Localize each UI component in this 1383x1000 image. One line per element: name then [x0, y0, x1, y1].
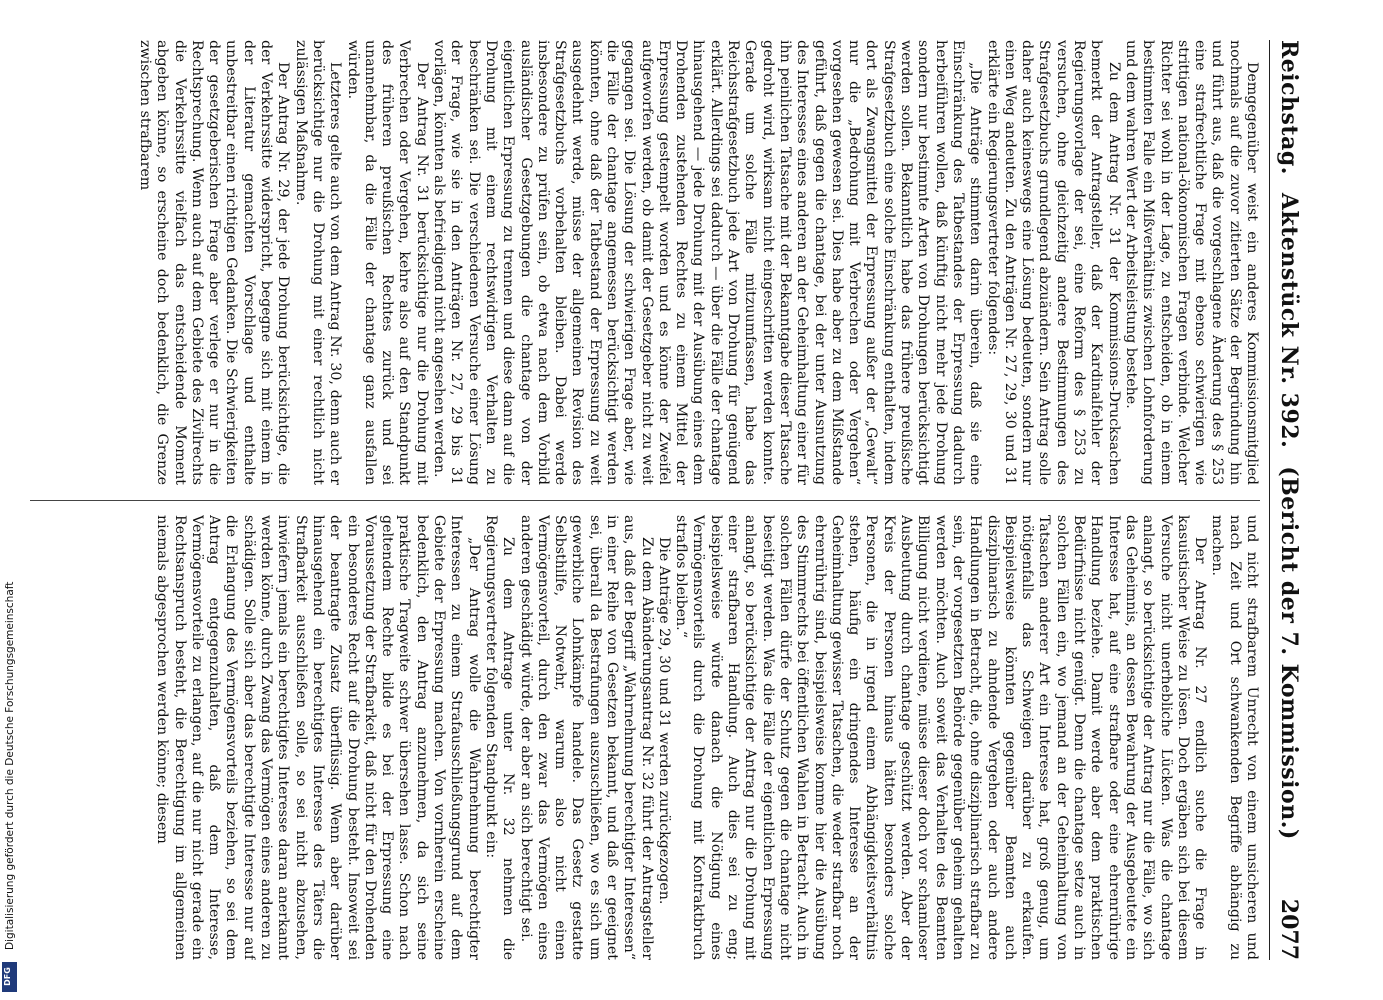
paragraph: und nicht strafbarem Unrecht von einem unsicheren und nach Zeit und Ort schwankenden Begriffe abhängig zu machen. — [1209, 515, 1260, 960]
funding-credit: Digitalisierung gefördert durch die Deutsche Forschungsgemeinschaft — [4, 581, 16, 950]
digitization-footer — [0, 0, 20, 1000]
paragraph: Demgegenüber weist ein anderes Kommissionsmitglied nochmals auf die zuvor zitierten Sätze der Begründung hin und führt aus, daß die vorgeschlagene Änderung des § 253 eine strafrechtliche Frage mit ebenso schwierigen wie strittigen national-ökonomischen Fragen verbinde. Welcher Richter sei wohl in der Lage, zu entscheiden, ob in einem bestimmten Falle ein Mißverhältnis zwischen Lohnforderung und dem wahren Wert der Arbeitsleistung bestehe. — [1122, 40, 1260, 485]
paragraph: „Der Antrag wolle die Wahrnehmung berechtigter Interessen zu einem Strafausschließungsgrund auf dem Gebiete der Erpressung machen. Von vornherein erscheine bedenklich, den Antrag anzunehmen, da sich seine praktische Tragweite schwer übersehen lasse. Schon nach geltendem Rechte bilde es bei der Erpressung eine Voraussetzung der Strafbarkeit, daß nicht für den Drohenden ein besonderes Recht auf die Drohung besteht. Insoweit sei der beantragte Zusatz überflüssig. Wenn aber darüber hinausgehend ein berechtigtes Interesse des Täters die Strafbarkeit ausschließen solle, so sei nicht abzusehen, inwiefern jemals ein berechtigtes Interesse daran anerkannt werden könne, durch Zwang das Vermögen eines anderen zu schädigen. Solle sich aber das berechtigte Interesse nur auf die Erlangung des Vermögensvorteils beziehen, so sei dem Antrag entgegenzuhalten, daß dem Interesse, Vermögensvorteile zu erlangen, auf die nur nicht gerade ein Rechtsanspruch besteht, die Berechtigung im allgemeinen niemals abgesprochen werden könne; diesem — [154, 515, 482, 960]
paragraph: Zu dem Antrag Nr. 31 der Kommissions-Drucksachen bemerkt der Antragsteller, daß der Kardinalfehler der Regierungsvorlage der sei, eine Reform des § 253 zu versuchen, ohne gleichzeitig andere Bestimmungen des Strafgesetzbuchs grundlegend abzuändern. Sein Antrag solle daher auch keineswegs eine Lösung bedeuten, sondern nur einen Weg andeuten. Zu den Anträgen Nr. 27, 29, 30 und 31 erklärte ein Regierungsvertreter folgendes: — [984, 40, 1122, 485]
paragraph: „Die Anträge stimmten darin überein, daß sie eine Einschränkung des Tatbestandes der Erpressung dadurch herbeiführen wollen, daß künftig nicht mehr jede Drohung sondern nur bestimmte Arten von Drohungen berücksichtigt werden sollen. Bekanntlich habe das frühere preußische Strafgesetzbuch eine solche Einschränkung enthalten, indem dort als Zwangsmittel der Erpressung außer der „Gewalt“ nur die „Bedrohung mit Verbrechen oder Vergehen“ vorgesehen gewesen sei. Dies habe aber zu dem Mißstande geführt, daß gegen die chantage, bei der unter Ausnutzung des Interesses eines anderen an der Geheimhaltung einer für ihn peinlichen Tatsache mit der Bekanntgabe dieser Tatsache gedroht wird, wirksam nicht eingeschritten werden konnte. Gerade um solche Fälle mitzuumfassen, habe das Reichsstrafgesetzbuch jede Art von Drohung für genügend erklärt. Allerdings sei dadurch — über die Fälle der chantage hinausgehend — jede Drohung mit der Ausübung eines dem Drohenden zustehenden Rechtes zu einem Mittel der Erpressung gestempelt worden und es könne der Zweifel aufgeworfen werden, ob damit der Gesetzgeber nicht zu weit gegangen sei. Die Lösung der schwierigen Frage aber, wie die Fälle der chantage angemessen berücksichtigt werden könnten, ohne daß der Tatbestand der Erpressung zu weit ausgedehnt werde, müsse der allgemeinen Revision des Strafgesetzbuchs vorbehalten bleiben. Dabei werde insbesondere zu prüfen sein, ob etwa nach dem Vorbild ausländischer Gesetzgebungen die chantage von der eigentlichen Erpressung zu trennen und diese dann auf die Drohung mit einem rechtswidrigen Verhalten zu beschränken sei. Die verschiedenen Versuche einer Lösung der Frage, wie sie in den Anträgen Nr. 27, 29 bis 31 vorlägen, könnten als befriedigend nicht angesehen werden. — [431, 40, 984, 485]
right-column — [30, 515, 1260, 960]
left-column — [30, 40, 1260, 485]
paragraph: Der Antrag Nr. 31 berücksichtige nur die Drohung mit Verbrechen oder Vergehen, kehre also auf den Standpunkt des früheren preußischen Rechtes zurück und sei unannehmbar, da die Fälle der chantage ganz ausfallen würden. — [344, 40, 430, 485]
paragraph: Der Antrag Nr. 27 endlich suche die Frage in kasuistischer Weise zu lösen. Doch ergäben sich bei diesem Versuche nicht unerhebliche Lücken. Was die chantage anlangt, so berücksichtige der Antrag nur die Fälle, wo sich das Geheimnis, an dessen Bewahrung der Ausgebeutete ein Interesse hat, auf eine strafbare oder eine ehrenrührige Handlung beziehe. Damit werde aber dem praktischen Bedürfnisse nicht genügt. Denn die chantage setze auch in solchen Fällen ein, wo jemand an der Geheimhaltung von Tatsachen anderer Art ein Interesse hat, groß genug, um nötigenfalls das Schweigen darüber zu erkaufen. Beispielsweise könnten gegenüber Beamten auch disziplinarisch zu ahndende Vergehen oder auch andere Handlungen in Betracht, die, ohne disziplinarisch strafbar zu sein, der vorgesetzten Behörde gegenüber geheim gehalten werden möchten. Auch soweit das Verhalten des Beamten Billigung nicht verdiene, müsse dieser doch vor schamloser Ausbeutung durch chantage geschützt werden. Aber der Kreis der Personen hinaus hätten besonders solche Personen, die in irgend einem Abhängigkeitsverhältnis stehen, häufig ein dringendes Interesse an der Geheimhaltung gewisser Tatsachen, die weder strafbar noch ehrenrührig sind, beispielsweise komme hier die Ausübung des Stimmrechts bei öffentlichen Wahlen in Betracht. Auch in solchen Fällen dürfe der Schutz gegen die chantage nicht beseitigt werden. Was die Fälle der eigentlichen Erpressung anlangt, so berücksichtige der Antrag nur die Drohung mit einer strafbaren Handlung. Auch dies sei zu eng; beispielsweise würde danach die Nötigung eines Vermögensvorteils durch die Drohung mit Kontraktbruch straflos bleiben.“ — [673, 515, 1209, 960]
header-reichstag: Reichstag. — [1276, 40, 1302, 175]
paragraph: Letzteres gelte auch von dem Antrag Nr. 30, denn auch er berücksichtige nur die Drohung mit einer rechtlich nicht zulässigen Maßnahme. — [292, 40, 344, 485]
paragraph: Der Antrag Nr. 29, der jede Drohung berücksichtige, die der Verkehrssitte widerspricht, begegne sich mit einem in der Literatur gemachten Vorschlage und enthalte unbestreitbar einen richtigen Gedanken. Die Schwierigkeiten der gesetzgeberischen Frage aber verlege er nur in die Rechtsprechung. Wenn auch auf dem Gebiete des Zivilrechts die Verkehrssitte vielfach das entscheidende Moment abgeben könne, so erscheine doch bedenklich, die Grenze zwischen strafbarem — [137, 40, 292, 485]
paragraph: Zu dem Abänderungsantrag Nr. 32 führt der Antragsteller aus, daß der Begriff „Wahrnehmung berechtigter Interessen“ in einer Reihe von Gesetzen bekannt, und daß er geeignet sei, überall da Bestrafungen auszuschließen, wo es sich um gewerbliche Lohnkämpfe handele. Das Gesetz gestatte Selbsthilfe, Notwehr, warum also nicht einen Vermögensvorteil, durch den zwar das Vermögen eines anderen geschädigt würde, der aber an sich berechtigt sei. — [517, 515, 655, 960]
page-number: 2077 — [1276, 898, 1302, 960]
paragraph: Zu dem Antrage unter Nr. 32 nehmen die Regierungsvertreter folgenden Standpunkt ein: — [482, 515, 517, 960]
header-document-number: Aktenstück Nr. 392. — [1276, 192, 1302, 449]
header-commission-report: (Bericht der 7. Kommission.) — [1276, 466, 1302, 840]
column-divider — [30, 500, 1260, 501]
document-page — [18, 0, 1318, 1000]
dfg-logo: DFG — [2, 962, 17, 992]
paragraph: Die Anträge 29, 30 und 31 werden zurückgezogen. — [655, 537, 672, 905]
page-header — [1269, 40, 1304, 960]
